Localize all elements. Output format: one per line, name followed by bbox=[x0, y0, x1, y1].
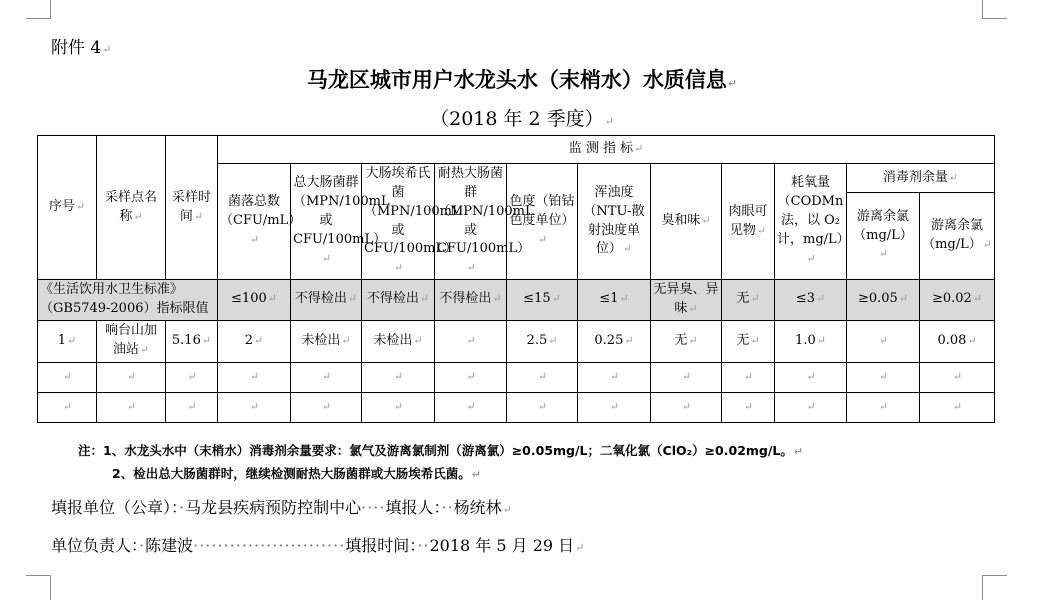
header-disinfectant[interactable]: 消毒剂余量↵ bbox=[847, 164, 995, 193]
header-site[interactable]: 采样点名称↵ bbox=[97, 136, 166, 280]
document-subtitle[interactable]: （2018 年 2 季度）↵ bbox=[430, 108, 614, 130]
standard-label[interactable]: 《生活饮用水卫生标准》（GB5749-2006）指标限值 bbox=[38, 280, 218, 321]
header-free-chlorine-1[interactable]: 游离余氯（mg/L）↵ bbox=[847, 193, 920, 280]
empty-cell[interactable]: ↵ bbox=[920, 362, 995, 392]
empty-cell[interactable]: ↵ bbox=[651, 362, 722, 392]
water-quality-table bbox=[37, 135, 995, 423]
annex-label[interactable]: 附件 4↵ bbox=[51, 38, 112, 58]
header-thermo-coliform[interactable]: 耐热大肠菌群（MPN/100mL或CFU/100mL）↵ bbox=[435, 164, 507, 280]
notes[interactable] bbox=[78, 440, 803, 486]
table-row bbox=[38, 362, 995, 392]
header-indicators[interactable]: 监 测 指 标↵ bbox=[218, 136, 995, 164]
crop-mark-bottom-right bbox=[982, 575, 1007, 600]
empty-cell[interactable]: ↵ bbox=[507, 362, 578, 392]
empty-cell[interactable]: ↵ bbox=[507, 392, 578, 422]
cell-thermo[interactable]: ↵ bbox=[435, 320, 507, 362]
empty-cell[interactable]: ↵ bbox=[435, 392, 507, 422]
table-row bbox=[38, 320, 995, 362]
empty-cell[interactable]: ↵ bbox=[435, 362, 507, 392]
header-visible-matter[interactable]: 肉眼可见物↵ bbox=[722, 164, 775, 280]
empty-cell[interactable]: ↵ bbox=[362, 362, 435, 392]
empty-cell[interactable]: ↵ bbox=[578, 362, 651, 392]
cell-ecoli[interactable]: 未检出↵ bbox=[362, 320, 435, 362]
std-colony[interactable]: ≤100↵ bbox=[218, 280, 291, 321]
empty-cell[interactable]: ↵ bbox=[920, 392, 995, 422]
cell-cod[interactable]: 1.0↵ bbox=[775, 320, 847, 362]
std-odor[interactable]: 无异臭、异味↵ bbox=[651, 280, 722, 321]
header-free-chlorine-2[interactable]: 游离余氯（mg/L）↵ bbox=[920, 193, 995, 280]
cell-odor[interactable]: 无↵ bbox=[651, 320, 722, 362]
unit-label: 填报单位（公章）： bbox=[51, 498, 180, 517]
header-coliform[interactable]: 总大肠菌群（MPN/100mL 或CFU/100mL）↵ bbox=[291, 164, 362, 280]
empty-cell[interactable]: ↵ bbox=[775, 362, 847, 392]
empty-cell[interactable]: ↵ bbox=[166, 362, 218, 392]
empty-cell[interactable]: ↵ bbox=[722, 362, 775, 392]
crop-mark-top-left bbox=[26, 0, 51, 19]
std-thermo[interactable]: 不得检出↵ bbox=[435, 280, 507, 321]
table-row bbox=[38, 392, 995, 422]
cell-visible[interactable]: 无↵ bbox=[722, 320, 775, 362]
std-color[interactable]: ≤15↵ bbox=[507, 280, 578, 321]
reporter-value: 杨统林 bbox=[453, 498, 502, 517]
header-colony[interactable]: 菌落总数（CFU/mL）↵ bbox=[218, 164, 291, 280]
std-cl2[interactable]: ≥0.02↵ bbox=[920, 280, 995, 321]
empty-cell[interactable]: ↵ bbox=[847, 362, 920, 392]
standard-row bbox=[38, 280, 995, 321]
empty-cell[interactable]: ↵ bbox=[38, 362, 97, 392]
note-2: 2、检出总大肠菌群时，继续检测耐热大肠菌群或大肠埃希氏菌。↵ bbox=[112, 466, 481, 481]
crop-mark-top-right bbox=[982, 0, 1007, 19]
empty-cell[interactable]: ↵ bbox=[38, 392, 97, 422]
crop-mark-bottom-left bbox=[26, 575, 51, 600]
cell-colony[interactable]: 2↵ bbox=[218, 320, 291, 362]
empty-cell[interactable]: ↵ bbox=[362, 392, 435, 422]
header-ecoli[interactable]: 大肠埃希氏菌（MPN/100mL或CFU/100mL）↵ bbox=[362, 164, 435, 280]
empty-cell[interactable]: ↵ bbox=[291, 392, 362, 422]
empty-cell[interactable]: ↵ bbox=[166, 392, 218, 422]
cell-cl1[interactable]: ↵ bbox=[847, 320, 920, 362]
reporter-label: 填报人： bbox=[385, 498, 442, 517]
header-time[interactable]: 采样时间↵ bbox=[166, 136, 218, 280]
std-cl1[interactable]: ≥0.05↵ bbox=[847, 280, 920, 321]
header-cod[interactable]: 耗氧量（CODMn法，以 O₂计，mg/L）↵ bbox=[775, 164, 847, 280]
empty-cell[interactable]: ↵ bbox=[97, 392, 166, 422]
cell-cl2[interactable]: 0.08↵ bbox=[920, 320, 995, 362]
std-turbidity[interactable]: ≤1↵ bbox=[578, 280, 651, 321]
unit-value: 马龙县疾病预防控制中心 bbox=[185, 498, 362, 517]
cell-turbidity[interactable]: 0.25↵ bbox=[578, 320, 651, 362]
std-visible[interactable]: 无↵ bbox=[722, 280, 775, 321]
head-label: 单位负责人： bbox=[51, 536, 140, 555]
std-cod[interactable]: ≤3↵ bbox=[775, 280, 847, 321]
date-label: 填报时间： bbox=[345, 536, 418, 555]
empty-cell[interactable]: ↵ bbox=[291, 362, 362, 392]
head-value: 陈建波 bbox=[145, 536, 194, 555]
footer-line-2[interactable]: 单位负责人：·陈建波·························填报时间：··2018 年 5 月 29 日↵ bbox=[51, 536, 585, 555]
document-title[interactable]: 马龙区城市用户水龙头水（末梢水）水质信息↵ bbox=[306, 68, 738, 92]
empty-cell[interactable]: ↵ bbox=[218, 392, 291, 422]
empty-cell[interactable]: ↵ bbox=[218, 362, 291, 392]
header-seq[interactable]: 序号↵ bbox=[38, 136, 97, 280]
header-color[interactable]: 色度（铂钴色度单位）↵ bbox=[507, 164, 578, 280]
date-value: 2018 年 5 月 29 日 bbox=[429, 536, 575, 555]
header-turbidity[interactable]: 浑浊度（NTU-散射浊度单位）↵ bbox=[578, 164, 651, 280]
empty-cell[interactable]: ↵ bbox=[847, 392, 920, 422]
empty-cell[interactable]: ↵ bbox=[775, 392, 847, 422]
std-ecoli[interactable]: 不得检出↵ bbox=[362, 280, 435, 321]
cell-coliform[interactable]: 未检出↵ bbox=[291, 320, 362, 362]
std-coliform[interactable]: 不得检出↵ bbox=[291, 280, 362, 321]
header-odor[interactable]: 臭和味↵ bbox=[651, 164, 722, 280]
empty-cell[interactable]: ↵ bbox=[722, 392, 775, 422]
cell-site[interactable]: 响台山加油站↵ bbox=[97, 320, 166, 362]
note-1: 注：1、水龙头水中（末梢水）消毒剂余量要求：氯气及游离氯制剂（游离氯）≥0.05mg/L；二氧化氯（ClO₂）≥0.02mg/L。↵ bbox=[78, 443, 804, 458]
cell-color[interactable]: 2.5↵ bbox=[507, 320, 578, 362]
empty-cell[interactable]: ↵ bbox=[97, 362, 166, 392]
cell-seq[interactable]: 1↵ bbox=[38, 320, 97, 362]
empty-cell[interactable]: ↵ bbox=[578, 392, 651, 422]
empty-cell[interactable]: ↵ bbox=[651, 392, 722, 422]
footer-line-1[interactable]: 填报单位（公章）：·马龙县疾病预防控制中心····填报人：··杨统林↵ bbox=[51, 498, 512, 517]
cell-time[interactable]: 5.16↵ bbox=[166, 320, 218, 362]
